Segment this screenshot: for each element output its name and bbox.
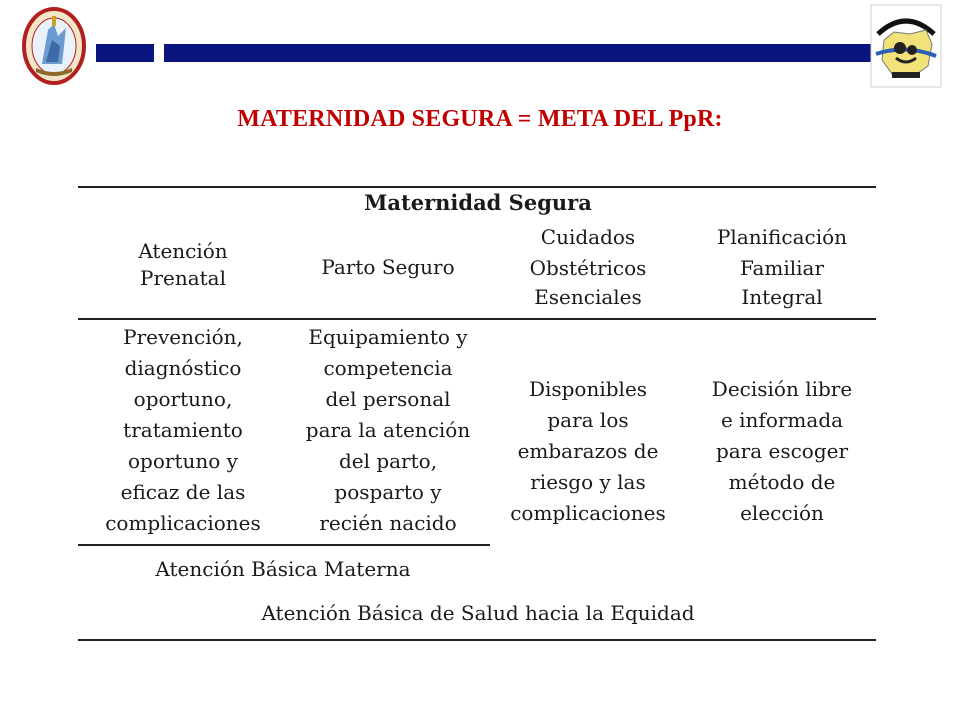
body-line: embarazos de xyxy=(517,439,659,463)
body-line: del parto, xyxy=(338,449,438,473)
header-line: Integral xyxy=(741,285,823,309)
header-line: Atención xyxy=(138,239,228,263)
body-line: riesgo y las xyxy=(530,470,646,494)
body-line: para escoger xyxy=(715,439,849,463)
table-rule-header xyxy=(78,318,876,320)
body-line: Prevención, xyxy=(123,325,243,349)
table-rule-footer-left xyxy=(78,544,490,546)
body-cell-prenatal xyxy=(78,322,288,539)
footer-basic-maternal-care: Atención Básica Materna xyxy=(155,557,411,581)
body-line: oportuno, xyxy=(133,387,233,411)
header-line: Esenciales xyxy=(534,285,642,309)
table-rule-top xyxy=(78,186,876,188)
page-title: MATERNIDAD SEGURA = META DEL PpR: xyxy=(237,106,723,132)
header-line: Familiar xyxy=(739,256,825,280)
header-line: Prenatal xyxy=(139,266,226,290)
body-line: eficaz de las xyxy=(120,480,246,504)
body-line: Equipamiento y xyxy=(308,325,468,349)
header-bar-long xyxy=(164,44,872,62)
body-line: del personal xyxy=(325,387,451,411)
footer-basic-health-equity: Atención Básica de Salud hacia la Equidad xyxy=(261,601,695,625)
body-line: diagnóstico xyxy=(124,356,242,380)
body-line: e informada xyxy=(720,408,844,432)
body-line: Decisión libre xyxy=(711,377,853,401)
regional-health-map-icon xyxy=(870,4,942,88)
header-line: Cuidados xyxy=(540,225,636,249)
body-line: posparto y xyxy=(334,480,442,504)
body-line: complicaciones xyxy=(510,501,666,525)
regional-government-seal-icon xyxy=(22,6,86,86)
header-bar-short xyxy=(96,44,154,62)
body-line: para los xyxy=(547,408,629,432)
maternity-table xyxy=(78,186,876,642)
column-header-planificacion xyxy=(688,224,876,311)
table-top-header: Maternidad Segura xyxy=(364,190,592,215)
body-line: tratamiento xyxy=(123,418,243,442)
table-rule-bottom xyxy=(78,639,876,641)
body-line: para la atención xyxy=(305,418,471,442)
header-line: Obstétricos xyxy=(529,256,647,280)
body-cell-cuidados xyxy=(488,374,688,529)
body-cell-parto xyxy=(288,322,488,539)
column-header-cuidados xyxy=(488,224,688,311)
body-line: Disponibles xyxy=(528,377,648,401)
column-header-parto xyxy=(288,254,488,281)
body-line: elección xyxy=(740,501,824,525)
header-line: Parto Seguro xyxy=(321,255,455,279)
column-header-prenatal xyxy=(78,238,288,292)
body-line: competencia xyxy=(323,356,453,380)
body-line: oportuno y xyxy=(128,449,238,473)
body-line: complicaciones xyxy=(105,511,261,535)
body-line: recién nacido xyxy=(319,511,457,535)
header-line: Planificación xyxy=(716,225,848,249)
body-line: método de xyxy=(728,470,836,494)
body-cell-planificacion xyxy=(688,374,876,529)
